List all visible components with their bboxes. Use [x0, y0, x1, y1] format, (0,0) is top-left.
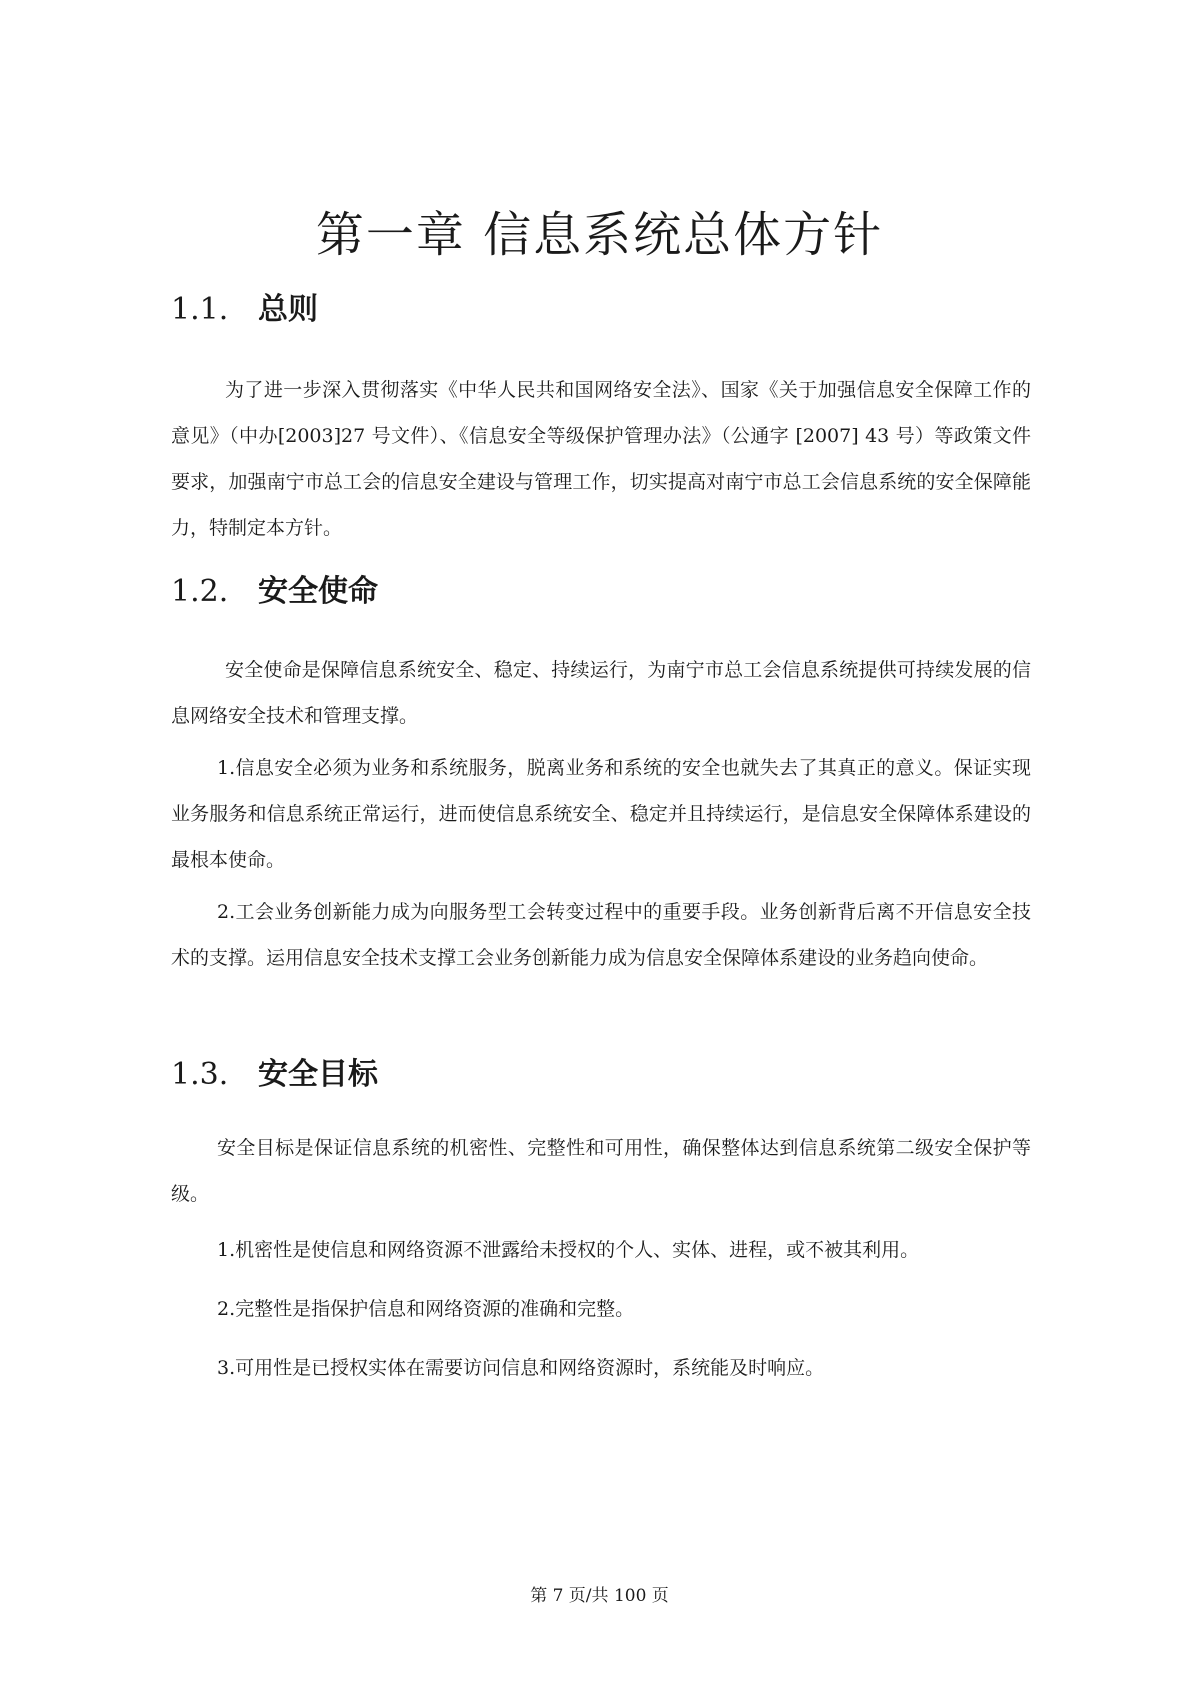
section-title: 总则: [258, 292, 318, 327]
paragraph-goals-item-1: 1.机密性是使信息和网络资源不泄露给未授权的个人、实体、进程，或不被其利用。: [217, 1239, 920, 1261]
section-number: 1.2.: [171, 574, 229, 609]
section-title: 安全目标: [258, 1057, 378, 1092]
paragraph-mission-intro: 安全使命是保障信息系统安全、稳定、持续运行，为南宁市总工会信息系统提供可持续发展的信息网络安全技术和管理支撑。: [171, 659, 1031, 727]
paragraph-mission-item-1: 1.信息安全必须为业务和系统服务，脱离业务和系统的安全也就失去了其真正的意义。保证实现业务服务和信息系统正常运行，进而使信息系统安全、稳定并且持续运行，是信息安全保障体系建设的最根本使命。: [171, 757, 1031, 871]
paragraph-goals-intro: 安全目标是保证信息系统的机密性、完整性和可用性，确保整体达到信息系统第二级安全保护等级。: [171, 1137, 1031, 1205]
page-number-footer: 第 7 页/共 100 页: [530, 1586, 669, 1606]
paragraph-goals-item-3: 3.可用性是已授权实体在需要访问信息和网络资源时，系统能及时响应。: [217, 1357, 825, 1379]
section-number: 1.1.: [171, 292, 229, 327]
section-heading-goals: [171, 1055, 378, 1095]
paragraph-mission-item-2: 2.工会业务创新能力成为向服务型工会转变过程中的重要手段。业务创新背后离不开信息安全技术的支撑。运用信息安全技术支撑工会业务创新能力成为信息安全保障体系建设的业务趋向使命。: [171, 901, 1031, 969]
chapter-title: 第一章 信息系统总体方针: [315, 207, 884, 263]
section-title: 安全使命: [258, 574, 378, 609]
section-heading-mission: [171, 572, 378, 612]
section-heading-general: [171, 290, 318, 330]
paragraph-goals-item-2: 2.完整性是指保护信息和网络资源的准确和完整。: [217, 1298, 635, 1320]
section-number: 1.3.: [171, 1057, 229, 1092]
paragraph-general-intro: 为了进一步深入贯彻落实《中华人民共和国网络安全法》、国家《关于加强信息安全保障工作的意见》（中办[2003]27 号文件）、《信息安全等级保护管理办法》（公通字 [2007] 43 号）等政策文件要求，加强南宁市总工会的信息安全建设与管理工作，切实提高对南宁市总工会信息系统的安全保障能力，特制定本方针。: [171, 379, 1031, 539]
